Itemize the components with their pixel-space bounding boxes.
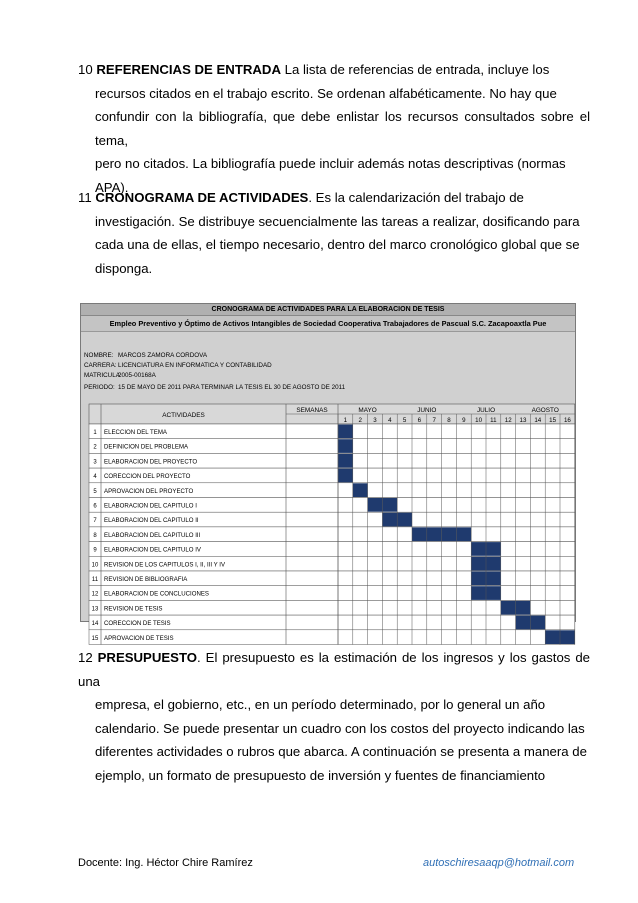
gantt-bar	[338, 425, 353, 439]
gantt-bar	[486, 586, 501, 600]
week-number: 14	[534, 417, 542, 424]
gantt-bar	[412, 527, 427, 541]
month-label: JUNIO	[417, 407, 437, 414]
activity-name: APROVACION DE TESIS	[104, 634, 174, 642]
section-number: 12	[78, 650, 93, 665]
gantt-bar	[486, 557, 501, 571]
gantt-bar	[353, 483, 368, 497]
week-number: 3	[373, 417, 377, 424]
activity-number: 7	[93, 518, 97, 525]
week-number: 11	[490, 417, 497, 424]
activity-name: ELABORACION DEL CAPITULO II	[104, 517, 199, 525]
activity-name: CORECCION DEL PROYECTO	[104, 473, 191, 481]
activity-number: 15	[91, 635, 99, 642]
gantt-bar	[471, 542, 486, 556]
week-number: 1	[343, 417, 348, 424]
footer-author: Docente: Ing. Héctor Chire Ramírez	[78, 857, 253, 869]
gantt-bar	[471, 557, 486, 571]
paragraph-line: diferentes actividades o rubros que abarca. A continuación se presenta a manera de	[95, 744, 587, 759]
info-value: 2005-00168A	[118, 372, 156, 379]
gantt-bar	[560, 630, 575, 644]
activity-name: ELABORACION DEL CAPITULO III	[104, 531, 201, 539]
paragraph-line: ejemplo, un formato de presupuesto de inversión y fuentes de financiamiento	[95, 767, 546, 783]
section-heading: PRESUPUESTO	[97, 650, 198, 665]
paragraph-line: APA).	[95, 179, 129, 195]
week-number: 9	[462, 417, 466, 424]
week-number: 16	[563, 417, 571, 424]
activity-number: 10	[91, 562, 99, 569]
paragraph-line: pero no citados. La bibliografía puede incluir además notas descriptivas (normas	[95, 156, 566, 171]
activity-name: DEFINICION DEL PROBLEMA	[104, 443, 189, 451]
gantt-bar	[338, 439, 353, 453]
gantt-bar	[545, 630, 560, 644]
month-label: AGOSTO	[531, 407, 559, 414]
gantt-bar	[486, 542, 501, 556]
activity-number: 14	[91, 621, 99, 628]
activity-number: 13	[91, 606, 99, 613]
activity-number: 12	[91, 591, 99, 598]
activity-name: APROVACION DEL PROYECTO	[104, 487, 194, 495]
gantt-bar	[368, 498, 383, 512]
week-number: 5	[402, 417, 407, 424]
gantt-bar	[471, 586, 486, 600]
month-label: JULIO	[476, 407, 496, 414]
section-presupuesto	[78, 646, 590, 787]
activity-number: 2	[93, 444, 97, 451]
activity-name: ELABORACION DEL PROYECTO	[104, 458, 198, 466]
info-key: PERIODO:	[84, 384, 115, 391]
paragraph-line: cada una de ellas, el tiempo necesario, dentro del marco cronológico global que se	[95, 237, 580, 252]
paragraph-line: confundir con la bibliografía, que debe enlistar los recursos consultados sobre el tema,	[95, 109, 590, 148]
info-key: CARRERA:	[84, 362, 117, 369]
activities-header: ACTIVIDADES	[162, 412, 205, 419]
gantt-bar	[516, 601, 531, 615]
activity-number: 3	[93, 459, 97, 466]
info-value: MARCOS ZAMORA CORDOVA	[118, 352, 208, 359]
section-heading: REFERENCIAS DE ENTRADA	[96, 62, 281, 77]
week-number: 12	[504, 417, 512, 424]
section-number: 11	[78, 190, 92, 205]
gantt-bar	[338, 454, 353, 468]
week-number: 4	[388, 417, 392, 424]
paragraph-line: La lista de referencias de entrada, incluye los	[284, 62, 550, 77]
info-value: 15 DE MAYO DE 2011 PARA TERMINAR LA TESIS EL 30 DE AGOSTO DE 2011	[118, 384, 346, 391]
paragraph-line: recursos citados en el trabajo escrito. Se ordenan alfabéticamente. No hay que	[95, 85, 557, 101]
activity-number: 8	[93, 532, 97, 539]
gantt-bar	[530, 616, 545, 630]
gantt-bar	[501, 601, 516, 615]
gantt-subtitle: Empleo Preventivo y Óptimo de Activos Intangibles de Sociedad Cooperativa Trabajadores de Pascual S.C. Zacapoaxtla Pue	[81, 316, 575, 332]
week-number: 7	[432, 417, 436, 424]
section-cronograma	[78, 186, 590, 280]
paragraph-line: . Es la calendarización del trabajo de	[308, 190, 524, 205]
gantt-bar	[456, 527, 471, 541]
month-label: MAYO	[358, 407, 377, 414]
gantt-bar	[382, 513, 397, 527]
activity-name: REVISION DE TESIS	[104, 605, 163, 613]
activity-number: 5	[93, 488, 97, 495]
activity-number: 11	[91, 577, 99, 583]
week-number: 2	[358, 417, 362, 424]
paragraph-line: . El presupuesto es la estimación de los ingresos y los gastos de una	[78, 650, 590, 689]
activity-number: 1	[93, 430, 97, 436]
week-number: 15	[549, 417, 557, 424]
activity-name: REVISION DE BIBLIOGRAFIA	[104, 576, 188, 583]
activity-name: ELECCION DEL TEMA	[104, 429, 167, 436]
gantt-bar	[382, 498, 397, 512]
gantt-title: CRONOGRAMA DE ACTIVIDADES PARA LA ELABORACION DE TESIS	[81, 304, 575, 316]
gantt-bar	[397, 513, 412, 527]
weeks-header: SEMANAS	[296, 407, 328, 414]
section-number: 10	[78, 62, 93, 77]
paragraph-line: calendario. Se puede presentar un cuadro con los costos del proyecto indicando las	[95, 720, 585, 736]
activity-name: ELABORACION DEL CAPITULO I	[104, 502, 197, 510]
paragraph-line: investigación. Se distribuye secuencialmente las tareas a realizar, dosificando para	[95, 213, 580, 229]
info-key: NOMBRE:	[84, 352, 114, 359]
activity-name: ELABORACION DEL CAPITULO IV	[104, 546, 201, 554]
gantt-bar	[516, 616, 531, 630]
gantt-bar	[486, 572, 501, 586]
gantt-chart-image	[80, 303, 576, 642]
week-number: 6	[417, 417, 422, 424]
paragraph-line: disponga.	[95, 260, 153, 276]
activity-number: 9	[93, 547, 97, 554]
week-number: 13	[519, 417, 527, 424]
section-heading: CRONOGRAMA DE ACTIVIDADES	[95, 190, 309, 205]
paragraph-line: empresa, el gobierno, etc., en un período determinado, por lo general un año	[95, 697, 546, 712]
activity-name: CORECCION DE TESIS	[104, 620, 171, 628]
activity-name: ELABORACION DE CONCLUCIONES	[104, 590, 209, 598]
section-referencias	[78, 58, 590, 199]
activity-number: 6	[93, 503, 97, 510]
info-key: MATRICULA:	[84, 372, 122, 379]
gantt-bar	[427, 527, 442, 541]
gantt-bar	[442, 527, 457, 541]
gantt-grid	[81, 304, 575, 642]
week-number: 10	[475, 417, 483, 424]
activity-number: 4	[93, 474, 97, 481]
info-value: LICENCIATURA EN INFORMATICA Y CONTABILIDAD	[118, 362, 272, 369]
week-number: 8	[447, 417, 451, 424]
gantt-bar	[471, 572, 486, 586]
gantt-bar	[338, 469, 353, 483]
footer-email[interactable]: autoschiresaaqp@hotmail.com	[423, 857, 575, 869]
activity-name: REVISION DE LOS CAPITULOS I, II, III Y IV	[104, 561, 226, 569]
